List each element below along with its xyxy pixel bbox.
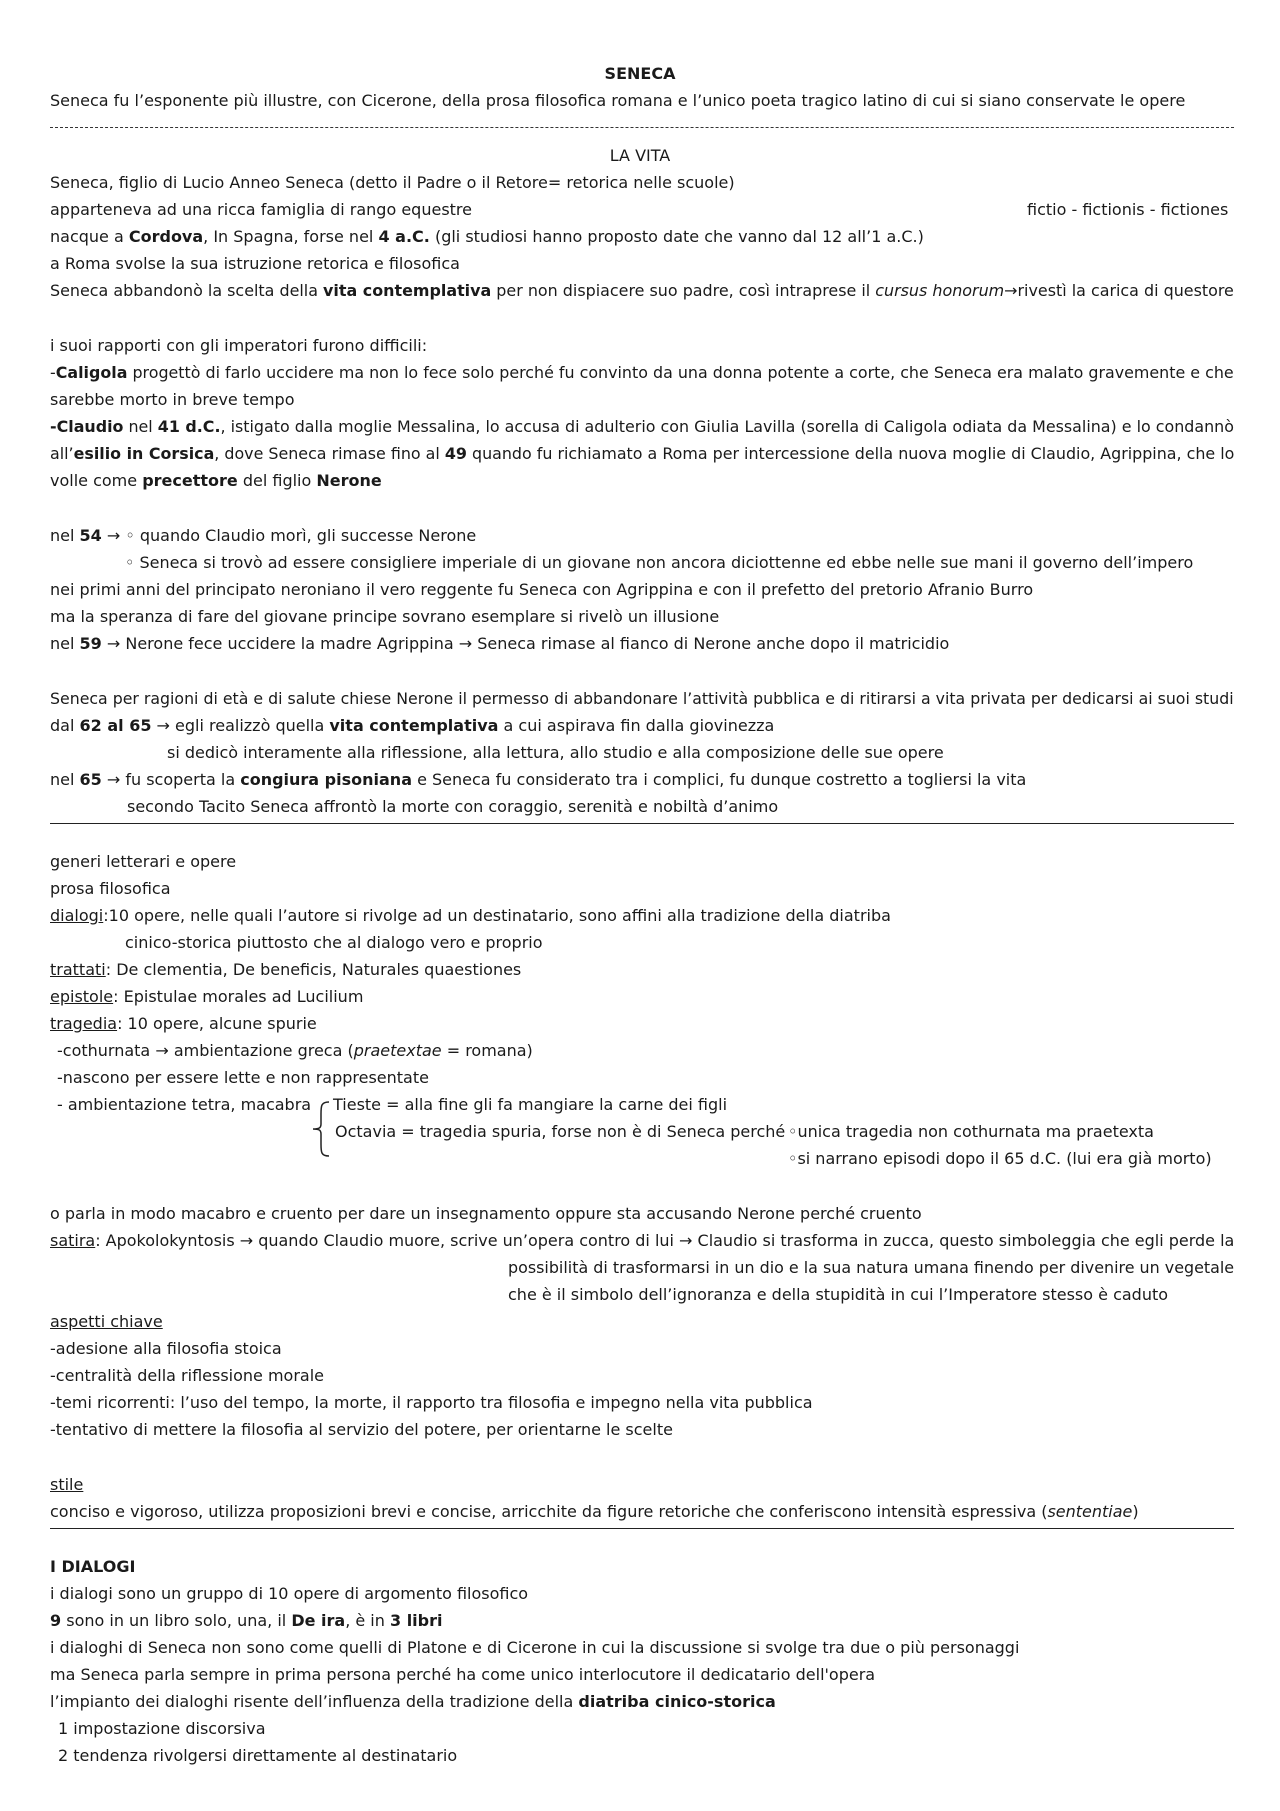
octavia-note: ◦unica tragedia non cothurnata ma praetexta xyxy=(788,1122,1154,1141)
vita-line: i suoi rapporti con gli imperatori furono difficili: xyxy=(50,336,428,355)
page-title: SENECA xyxy=(604,64,676,83)
vita-line: Seneca per ragioni di età e di salute chiese Nerone il permesso di abbandonare l’attività pubblica e di ritirarsi a vita privata per dedicarsi ai suoi studi xyxy=(50,689,1234,708)
aspetti-line: -adesione alla filosofia stoica xyxy=(50,1339,282,1358)
dialoghi-line: i dialoghi di Seneca non sono come quelli di Platone e di Cicerone in cui la discussione si svolge tra due o più personaggi xyxy=(50,1638,1020,1657)
dialoghi-line: i dialogi sono un gruppo di 10 opere di argomento filosofico xyxy=(50,1584,529,1603)
vita-line: si dedicò interamente alla riflessione, alla lettura, allo studio e alla composizione delle sue opere xyxy=(167,743,944,762)
generi-line: -cothurnata → ambientazione greca (praetextae = romana) xyxy=(57,1041,533,1060)
dialoghi-heading: I DIALOGI xyxy=(50,1557,136,1576)
curly-brace xyxy=(311,1100,331,1158)
intro-text: Seneca fu l’esponente più illustre, con Cicerone, della prosa filosofica romana e l’unico poeta tragico latino di cui si siano conservate le opere xyxy=(50,91,1186,110)
vita-line: apparteneva ad una ricca famiglia di rango equestre xyxy=(50,200,472,219)
vita-line: nel 65 → fu scoperta la congiura pisoniana e Seneca fu considerato tra i complici, fu dunque costretto a togliersi la vita xyxy=(50,770,1027,789)
dialoghi-line: ma Seneca parla sempre in prima persona perché ha come unico interlocutore il dedicatario dell'opera xyxy=(50,1665,876,1684)
vita-line: sarebbe morto in breve tempo xyxy=(50,390,295,409)
solid-divider xyxy=(50,823,1234,824)
solid-divider xyxy=(50,1528,1234,1529)
vita-line: Seneca, figlio di Lucio Anneo Seneca (detto il Padre o il Retore= retorica nelle scuole) xyxy=(50,173,735,192)
generi-line: che è il simbolo dell’ignoranza e della stupidità in cui l’Imperatore stesso è caduto xyxy=(508,1285,1169,1304)
side-note: fictio - fictionis - fictiones xyxy=(1027,200,1229,219)
aspetti-line: -temi ricorrenti: l’uso del tempo, la morte, il rapporto tra filosofia e impegno nella vita pubblica xyxy=(50,1393,813,1412)
generi-line: generi letterari e opere xyxy=(50,852,237,871)
generi-line: tragedia: 10 opere, alcune spurie xyxy=(50,1014,317,1033)
octavia-line: Octavia = tragedia spuria, forse non è di Seneca perché xyxy=(335,1122,786,1141)
dialoghi-line: 9 sono in un libro solo, una, il De ira, è in 3 libri xyxy=(50,1611,443,1630)
vita-line: secondo Tacito Seneca affrontò la morte con coraggio, serenità e nobiltà d’animo xyxy=(127,797,779,816)
generi-line: satira: Apokolokyntosis → quando Claudio muore, scrive un’opera contro di lui → Claudio si trasforma in zucca, questo simboleggia che egli perde la xyxy=(50,1231,1235,1250)
generi-line: dialogi:10 opere, nelle quali l’autore si rivolge ad un destinatario, sono affini alla tradizione della diatriba xyxy=(50,906,891,925)
generi-line: -nascono per essere lette e non rappresentate xyxy=(57,1068,429,1087)
aspetti-line: -centralità della riflessione morale xyxy=(50,1366,325,1385)
dialoghi-line: 1 impostazione discorsiva xyxy=(58,1719,266,1738)
aspetti-heading: aspetti chiave xyxy=(50,1312,163,1331)
tieste-line: Tieste = alla fine gli fa mangiare la carne dei figli xyxy=(333,1095,728,1114)
stile-line: conciso e vigoroso, utilizza proposizioni brevi e concise, arricchite da figure retoriche che conferiscono intensità espressiva (sententiae) xyxy=(50,1502,1139,1521)
dashed-divider xyxy=(50,127,1234,128)
vita-line: a Roma svolse la sua istruzione retorica e filosofica xyxy=(50,254,460,273)
octavia-note: ◦si narrano episodi dopo il 65 d.C. (lui era già morto) xyxy=(788,1149,1212,1168)
generi-line: trattati: De clementia, De beneficis, Naturales quaestiones xyxy=(50,960,522,979)
vita-line: nel 59 → Nerone fece uccidere la madre Agrippina → Seneca rimase al fianco di Nerone anche dopo il matricidio xyxy=(50,634,950,653)
generi-line: prosa filosofica xyxy=(50,879,171,898)
stile-heading: stile xyxy=(50,1475,84,1494)
aspetti-line: -tentativo di mettere la filosofia al servizio del potere, per orientarne le scelte xyxy=(50,1420,673,1439)
vita-line: nei primi anni del principato neroniano il vero reggente fu Seneca con Agrippina e con il prefetto del pretorio Afranio Burro xyxy=(50,580,1034,599)
vita-line: -Claudio nel 41 d.C., istigato dalla moglie Messalina, lo accusa di adulterio con Giulia Lavilla (sorella di Caligola odiata da Messalina) e lo condannò xyxy=(50,417,1234,436)
generi-line: - ambientazione tetra, macabra xyxy=(57,1095,312,1114)
dialoghi-line: 2 tendenza rivolgersi direttamente al destinatario xyxy=(58,1746,458,1765)
generi-line: epistole: Epistulae morales ad Lucilium xyxy=(50,987,364,1006)
vita-heading: LA VITA xyxy=(609,146,671,165)
vita-line: Seneca abbandonò la scelta della vita contemplativa per non dispiacere suo padre, così intraprese il cursus honorum→rivestì la carica di questore xyxy=(50,281,1234,300)
vita-line: dal 62 al 65 → egli realizzò quella vita contemplativa a cui aspirava fin dalla giovinezza xyxy=(50,716,775,735)
vita-line: ◦ Seneca si trovò ad essere consigliere imperiale di un giovane non ancora diciottenne ed ebbe nelle sue mani il governo dell’impero xyxy=(125,553,1194,572)
generi-line: o parla in modo macabro e cruento per dare un insegnamento oppure sta accusando Nerone perché cruento xyxy=(50,1204,922,1223)
generi-line: cinico-storica piuttosto che al dialogo vero e proprio xyxy=(125,933,543,952)
vita-line: nel 54 → ◦ quando Claudio morì, gli successe Nerone xyxy=(50,526,477,545)
vita-line: all’esilio in Corsica, dove Seneca rimase fino al 49 quando fu richiamato a Roma per intercessione della nuova moglie di Claudio, Agrippina, che lo xyxy=(50,444,1235,463)
vita-line: nacque a Cordova, In Spagna, forse nel 4 a.C. (gli studiosi hanno proposto date che vanno dal 12 all’1 a.C.) xyxy=(50,227,924,246)
vita-line: ma la speranza di fare del giovane principe sovrano esemplare si rivelò un illusione xyxy=(50,607,720,626)
vita-line: volle come precettore del figlio Nerone xyxy=(50,471,382,490)
dialoghi-line: l’impianto dei dialoghi risente dell’influenza della tradizione della diatriba cinico-storica xyxy=(50,1692,776,1711)
generi-line: possibilità di trasformarsi in un dio e la sua natura umana finendo per divenire un vegetale xyxy=(508,1258,1235,1277)
vita-line: -Caligola progettò di farlo uccidere ma non lo fece solo perché fu convinto da una donna potente a corte, che Seneca era malato gravemente e che xyxy=(50,363,1234,382)
